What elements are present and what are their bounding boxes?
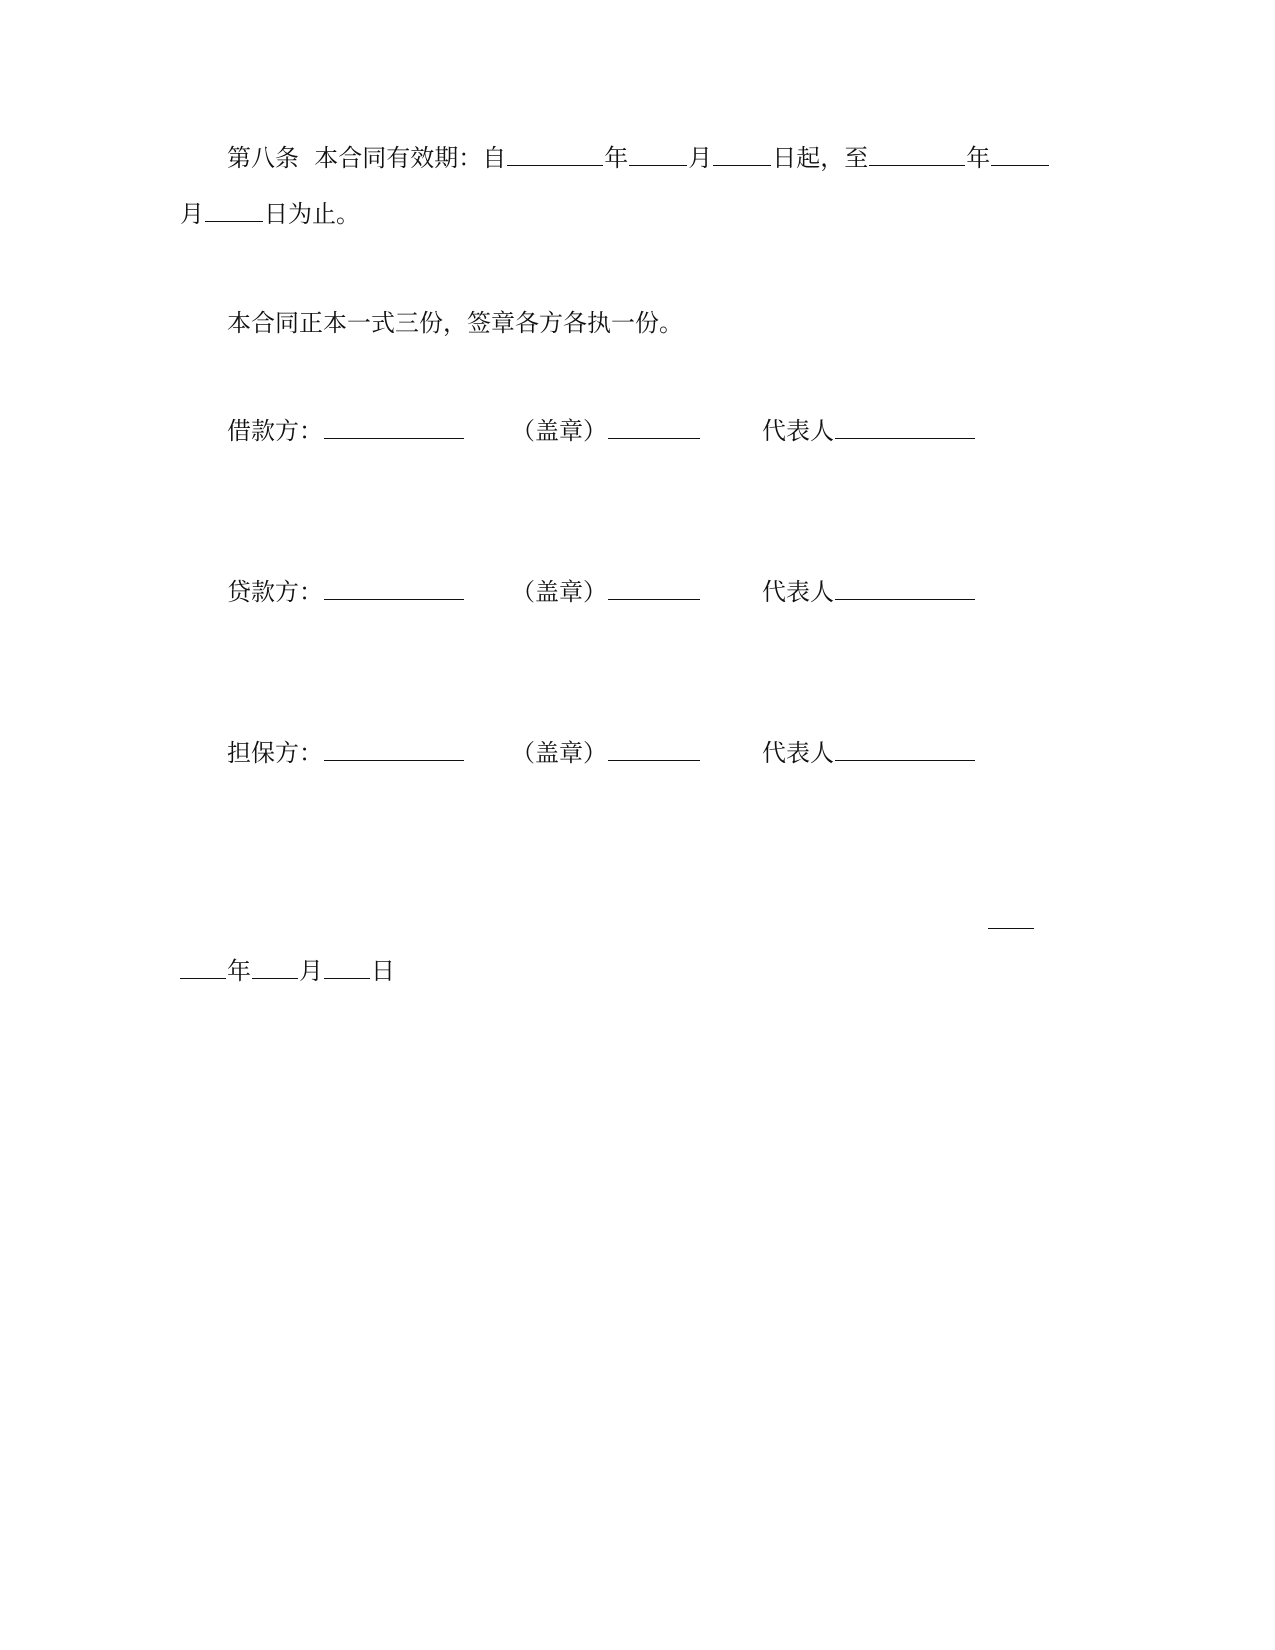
date-month-label: 月 (299, 957, 323, 985)
start-year-blank[interactable] (507, 143, 603, 166)
seal-blank[interactable] (608, 577, 700, 600)
seal-cell (511, 738, 701, 768)
date-month-blank[interactable] (252, 956, 298, 979)
end-month-blank[interactable] (991, 143, 1049, 166)
date-year-blank[interactable] (180, 956, 226, 979)
seal-label: （盖章） (511, 417, 607, 445)
article8-line1 (227, 143, 1050, 173)
start-month-label: 月 (688, 144, 713, 172)
party-label: 担保方： (227, 739, 323, 767)
copies-statement: 本合同正本一式三份，签章各方各执一份。 (227, 309, 683, 337)
party-label: 贷款方： (227, 578, 323, 606)
trailing-blank-line[interactable] (988, 928, 1034, 929)
rep-blank[interactable] (835, 577, 975, 600)
seal-label: （盖章） (511, 739, 607, 767)
party-name-blank[interactable] (324, 738, 464, 761)
start-day-blank[interactable] (713, 143, 771, 166)
party-label: 借款方： (227, 417, 323, 445)
rep-cell (762, 416, 976, 446)
end-day-blank[interactable] (205, 199, 263, 222)
seal-blank[interactable] (608, 416, 700, 439)
rep-cell (762, 577, 976, 607)
date-year-label: 年 (227, 957, 251, 985)
end-month-label: 月 (180, 200, 204, 228)
seal-label: （盖章） (511, 578, 607, 606)
start-day-suffix: 日起，至 (772, 144, 869, 172)
rep-cell (762, 738, 976, 768)
rep-label: 代表人 (762, 739, 834, 767)
rep-blank[interactable] (835, 416, 975, 439)
date-day-blank[interactable] (324, 956, 370, 979)
party-name-blank[interactable] (324, 416, 464, 439)
rep-blank[interactable] (835, 738, 975, 761)
party-cell (227, 416, 465, 446)
end-year-label: 年 (966, 144, 991, 172)
article8-heading: 第八条 (227, 144, 299, 172)
party-cell (227, 738, 465, 768)
rep-label: 代表人 (762, 578, 834, 606)
start-year-label: 年 (604, 144, 629, 172)
rep-label: 代表人 (762, 417, 834, 445)
seal-cell (511, 416, 701, 446)
seal-cell (511, 577, 701, 607)
signing-date-line (180, 956, 395, 986)
date-day-label: 日 (371, 957, 395, 985)
article8-line2 (180, 199, 360, 229)
start-month-blank[interactable] (629, 143, 687, 166)
end-year-blank[interactable] (869, 143, 965, 166)
party-name-blank[interactable] (324, 577, 464, 600)
article8-text-prefix: 本合同有效期：自 (314, 144, 507, 172)
end-day-suffix: 日为止。 (264, 200, 360, 228)
party-cell (227, 577, 465, 607)
seal-blank[interactable] (608, 738, 700, 761)
